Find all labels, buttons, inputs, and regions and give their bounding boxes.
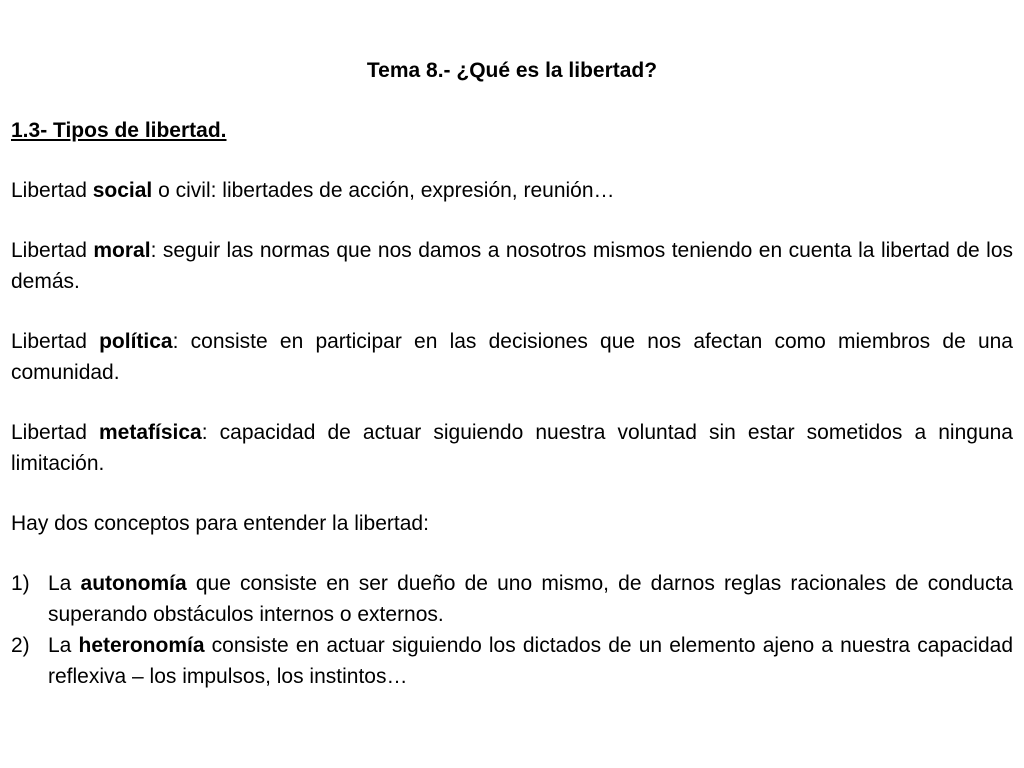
- concept-prefix: La: [48, 572, 81, 595]
- section-heading: 1.3- Tipos de libertad.: [11, 119, 227, 142]
- definition-prefix: Libertad: [11, 421, 99, 444]
- slide-content: [11, 55, 1013, 692]
- list-number: 2): [11, 634, 30, 657]
- list-number: 1): [11, 572, 30, 595]
- concept-text: consiste en actuar siguiendo los dictados de un elemento ajeno a nuestra capacidad reflexiva – los impulsos, los instintos…: [48, 634, 1013, 688]
- definition-prefix: Libertad: [11, 330, 100, 353]
- concept-prefix: La: [48, 634, 79, 657]
- concept-autonomia: [11, 568, 1013, 630]
- definition-text: : consiste en participar en las decisiones que nos afectan como miembros de una comunidad.: [11, 330, 1013, 384]
- slide-title: Tema 8.- ¿Qué es la libertad?: [366, 59, 658, 82]
- definition-metafisica: [11, 417, 1013, 479]
- concepts-intro: Hay dos conceptos para entender la libertad:: [11, 512, 429, 535]
- concept-term: heteronomía: [78, 634, 205, 657]
- definition-text: o civil: libertades de acción, expresión, reunión…: [152, 179, 615, 202]
- definition-term: social: [92, 179, 153, 202]
- definition-term: política: [99, 330, 173, 353]
- definition-politica: [11, 326, 1013, 388]
- definition-social: [11, 175, 1013, 206]
- definition-prefix: Libertad: [11, 239, 94, 262]
- definition-text: : capacidad de actuar siguiendo nuestra voluntad sin estar sometidos a ninguna limitación.: [11, 421, 1013, 475]
- definition-prefix: Libertad: [11, 179, 93, 202]
- definition-moral: [11, 235, 1013, 297]
- definition-term: metafísica: [98, 421, 202, 444]
- concept-heteronomia: [11, 630, 1013, 692]
- definition-term: moral: [93, 239, 151, 262]
- concepts-list: [11, 568, 1013, 692]
- definition-text: : seguir las normas que nos damos a nosotros mismos teniendo en cuenta la libertad de los demás.: [11, 239, 1013, 293]
- concept-term: autonomía: [80, 572, 187, 595]
- concept-text: que consiste en ser dueño de uno mismo, de darnos reglas racionales de conducta superando obstáculos internos o externos.: [48, 572, 1013, 626]
